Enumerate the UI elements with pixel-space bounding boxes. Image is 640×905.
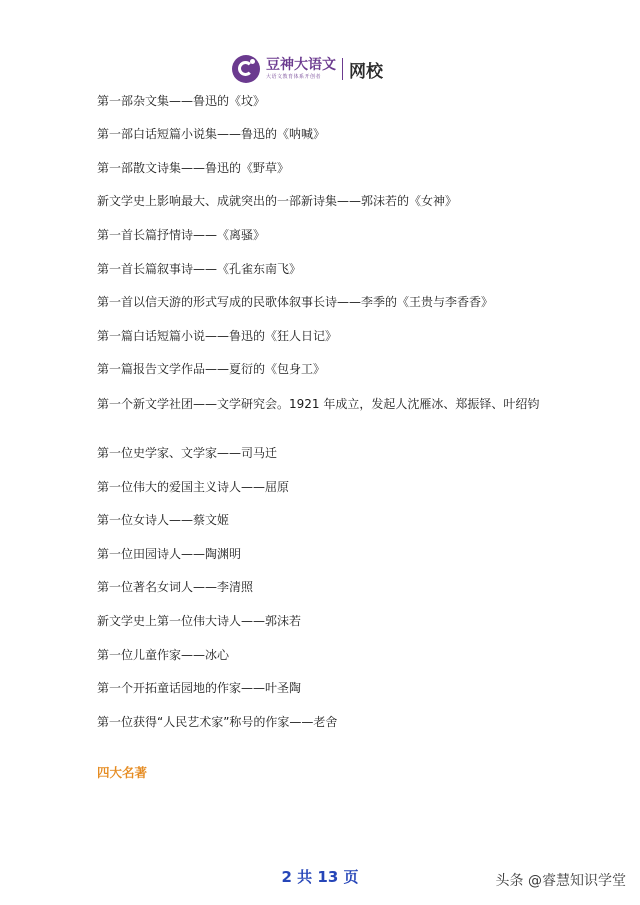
section-title: 四大名著 (97, 765, 148, 780)
header-logo (232, 52, 383, 86)
content-line: 第一个新文学社团——文学研究会。1921 年成立，发起人沈雁冰、郑振铎、叶绍钧 (97, 397, 540, 411)
content-line: 第一位儿童作家——冰心 (97, 648, 230, 662)
content-line: 第一部白话短篇小说集——鲁迅的《呐喊》 (97, 127, 326, 141)
content-line: 第一位史学家、文学家——司马迁 (97, 446, 278, 460)
brand-name: 豆神大语文 (266, 57, 336, 73)
content-line: 第一位田园诗人——陶渊明 (97, 547, 242, 561)
logo-icon (232, 55, 260, 83)
content-line: 第一篇白话短篇小说——鲁迅的《狂人日记》 (97, 329, 338, 343)
content-line: 第一位著名女词人——李清照 (97, 580, 254, 594)
content-line: 第一篇报告文学作品——夏衍的《包身工》 (97, 362, 326, 376)
content-line: 第一位女诗人——蔡文姬 (97, 513, 230, 527)
brand-divider (342, 58, 343, 80)
content-line: 第一部杂文集——鲁迅的《坟》 (97, 94, 266, 108)
page-indicator: 2 共 13 页 (281, 868, 359, 886)
brand-subtitle: 大语文教育体系开创者 (266, 74, 322, 80)
watermark: 头条 @睿慧知识学堂 (495, 873, 626, 889)
content-line: 第一位获得“人民艺术家”称号的作家——老舍 (97, 715, 338, 729)
content-line: 第一个开拓童话园地的作家——叶圣陶 (97, 681, 302, 695)
content-line: 第一首长篇叙事诗——《孔雀东南飞》 (97, 262, 302, 276)
content-line: 第一首以信天游的形式写成的民歌体叙事长诗——李季的《王贵与李香香》 (97, 295, 494, 309)
content-line: 第一部散文诗集——鲁迅的《野草》 (97, 161, 290, 175)
content-line: 第一首长篇抒情诗——《离骚》 (97, 228, 266, 242)
content-line: 新文学史上影响最大、成就突出的一部新诗集——郭沫若的《女神》 (97, 194, 458, 208)
content-line: 第一位伟大的爱国主义诗人——屈原 (97, 480, 290, 494)
content-line: 新文学史上第一位伟大诗人——郭沫若 (97, 614, 302, 628)
brand-text (266, 58, 336, 80)
brand-school: 网校 (349, 61, 383, 82)
